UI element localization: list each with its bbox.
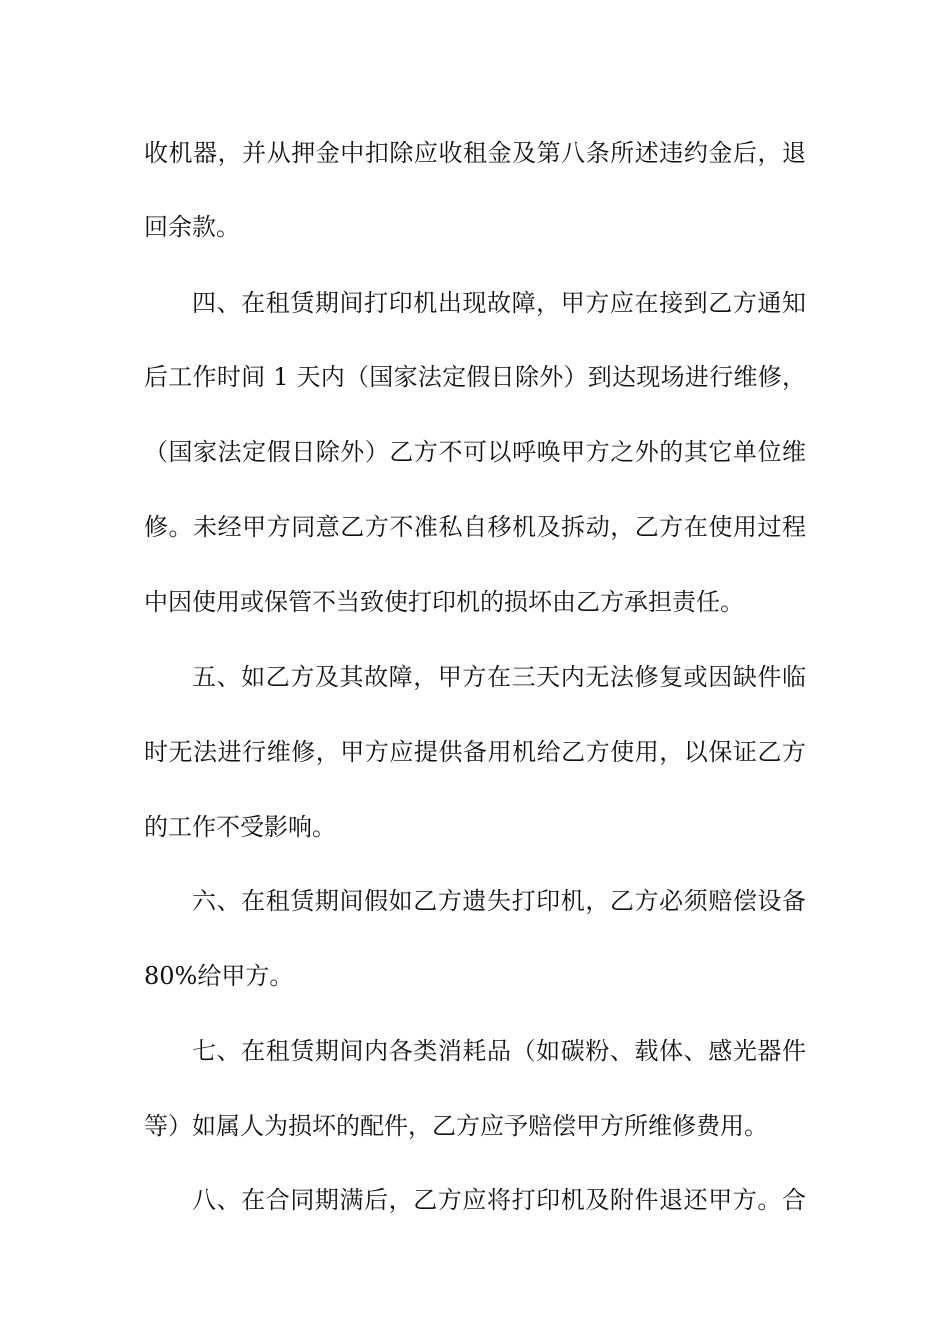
text-line: 收机器，并从押金中扣除应收租金及第八条所述违约金后，退	[144, 139, 806, 167]
text-line: 回余款。	[144, 213, 240, 241]
paragraph-six-line: 六、在租赁期间假如乙方遗失打印机，乙方必须赔偿设备	[192, 887, 806, 915]
text-line: 80%给甲方。	[144, 962, 294, 990]
text-line: 时无法进行维修，甲方应提供备用机给乙方使用，以保证乙方	[144, 738, 806, 766]
paragraph-four-line: 四、在租赁期间打印机出现故障，甲方应在接到乙方通知	[192, 289, 806, 317]
text-line: 中因使用或保管不当致使打印机的损坏由乙方承担责任。	[144, 588, 744, 616]
paragraph-five-line: 五、如乙方及其故障，甲方在三天内无法修复或因缺件临	[192, 663, 806, 691]
text-line: （国家法定假日除外）乙方不可以呼唤甲方之外的其它单位维	[144, 438, 806, 466]
text-line: 的工作不受影响。	[144, 813, 336, 841]
paragraph-eight-line: 八、在合同期满后，乙方应将打印机及附件退还甲方。合	[192, 1186, 806, 1214]
text-line: 修。未经甲方同意乙方不准私自移机及拆动，乙方在使用过程	[144, 513, 806, 541]
paragraph-seven-line: 七、在租赁期间内各类消耗品（如碳粉、载体、感光器件	[192, 1037, 806, 1065]
text-line: 后工作时间 1 天内（国家法定假日除外）到达现场进行维修，	[144, 363, 806, 391]
text-line: 等）如属人为损坏的配件，乙方应予赔偿甲方所维修费用。	[144, 1112, 768, 1140]
